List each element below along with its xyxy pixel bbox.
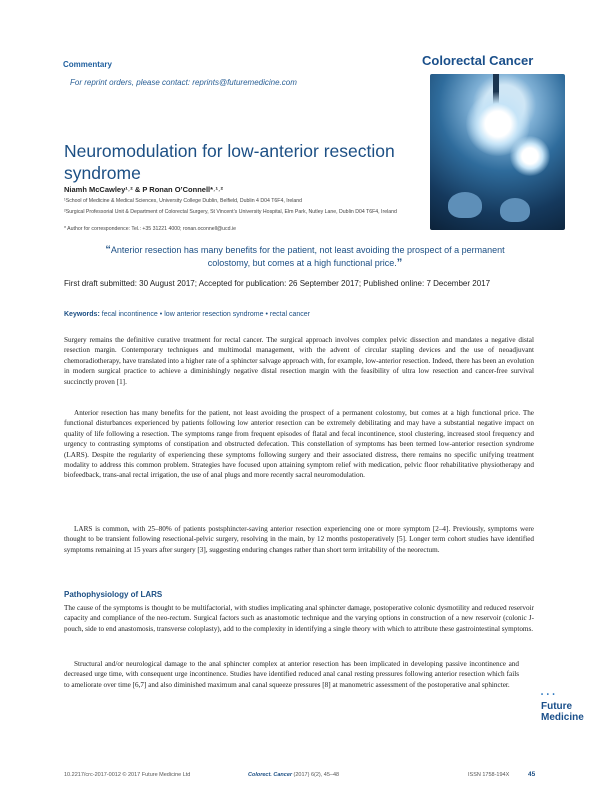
reprint-prefix: For reprint orders, please contact: [70, 78, 193, 87]
affiliation-1: ¹School of Medicine & Medical Sciences, University College Dublin, Belfield, Dublin 4 D04 T6F4, Ireland [64, 198, 303, 204]
keyword-link[interactable]: low anterior resection syndrome [164, 311, 264, 318]
open-quote-icon: “ [105, 244, 111, 256]
footer-doi: 10.2217/crc-2017-0012 © 2017 Future Medicine Ltd [64, 772, 191, 778]
author-list: Niamh McCawley¹˒² & P Ronan O’Connell*˒¹˒² [64, 185, 224, 194]
keywords-line [64, 311, 310, 318]
surgical-lamp [510, 136, 550, 176]
surgeon-cap [500, 198, 530, 222]
logo-line-1: Future [541, 701, 573, 712]
surgeon-cap [448, 192, 482, 218]
bullet-icon: • [265, 311, 268, 318]
pull-quote [90, 244, 520, 270]
close-quote-icon: ” [396, 257, 403, 269]
future-medicine-logo [541, 690, 584, 723]
page-number: 45 [528, 771, 536, 778]
bullet-icon: • [159, 311, 163, 318]
journal-name: Colorectal Cancer [422, 53, 534, 68]
section-heading: Pathophysiology of LARS [64, 590, 163, 599]
section-tag: Commentary [63, 60, 112, 69]
correspondence-note: * Author for correspondence: Tel.: +35 31221 4000; ronan.oconnell@ucd.ie [64, 226, 237, 232]
article-title: Neuromodulation for low-anterior resection syndrome [64, 141, 395, 183]
reprint-email-link[interactable]: reprints@futuremedicine.com [192, 78, 297, 87]
keyword-link[interactable]: fecal incontinence [101, 311, 158, 318]
body-paragraph: Surgery remains the definitive curative treatment for rectal cancer. The surgical approach involves complex pelvic dissection and mandates a negative distal resection margin. Contemporary techniques and multimodal management, with the advent of circular stapling devices and the use of neoadjuvant chemoradiotherapy, have translated into a higher rate of a sphincter salvage approach with, for example, low-anterior resection. Indeed, there has been an evolution in modern surgical practice to achieve a diminishingly negative distal resection margin with the feasibility of ultra low resection and cancer-free survival succinctly proven [1]. [64, 336, 534, 386]
body-paragraph: LARS is common, with 25–80% of patients postsphincter-saving anterior resection experiencing one or more symptom [2–4]. Previously, symptoms were thought to be transient following resectional-pelvic surgery, resolving in the main, by 12 months postoperatively [5]. Longer term cohort studies have identified symptoms remaining at 15 years after surgery [3], suggesting enduring changes rather than short term irritability of the neorectum. [64, 525, 534, 554]
body-paragraph: Structural and/or neurological damage to the anal sphincter complex at anterior resection has been implicated in developing passive incontinence and decreased urge time, with consequent urge incontinence. Studies have identified reduced anal canal resting pressures following anterior resection which fails to ameliorate over time [6,7] and also diminished maximum anal canal squeeze pressures [8] at manometric assessment of the postoperative anal sphincter. [64, 660, 519, 689]
footer-citation [248, 772, 339, 778]
publication-dates: First draft submitted: 30 August 2017; Accepted for publication: 26 September 2017; Published online: 7 December 2017 [64, 279, 491, 288]
footer-citation-rest: (2017) 6(2), 45–48 [292, 772, 340, 778]
keywords-label: Keywords: [64, 311, 100, 318]
footer-issn: ISSN 1758-194X [468, 772, 510, 778]
body-paragraph: The cause of the symptoms is thought to be multifactorial, with studies implicating anal sphincter damage, postoperative colonic dysmotility and reduced reservoir capacity and compliance of the neo-rectum. Surgical factors such as anastomotic technique and the varying options in construction of a new reservoir (colonic J-pouch, side to end anastomosis, transverse coloplasty), add to the complexity in identifying a single theory with which to attribute these gastrointestinal symptoms. [64, 604, 534, 633]
footer-journal: Colorect. Cancer [248, 772, 293, 778]
logo-dots-icon: • • • [541, 692, 556, 698]
pull-quote-text: Anterior resection has many benefits for the patient, not least avoiding the prospect of a permanent colostomy, but comes at a high functional price. [110, 245, 505, 268]
logo-line-2: Medicine [541, 712, 584, 723]
body-paragraph: Anterior resection has many benefits for the patient, not least avoiding the prospect of a permanent colostomy, but comes at a high functional price. The functional disturbances experienced by patients following low anterior resection can be extremely debilitating and may have a substantial negative impact on quality of life following a resection. The symptoms range from frequent episodes of flatal and fecal incontinence, stool clustering, increased stool frequency and urgency to contrasting symptoms of constipation and obstructed defecation. This constellation of symptoms has been termed low-anterior resection syndrome (LARS). Despite the regularity of experiencing these symptoms following surgery and their associated distress, there remains no specific unifying treatment modality to address this common problem. Strategies have focused upon attaining symptom relief with medication, pelvic floor rehabilitative physiotherapy and biofeedback, trans-anal rectal irrigation, the use of anal plugs and more recently sacral neuromodulation. [64, 409, 534, 480]
affiliation-2: ²Surgical Professorial Unit & Department of Colorectal Surgery, St Vincent’s University Hospital, Elm Park, Nutley Lane, Dublin D04 T6F4, Ireland [64, 209, 397, 215]
surgery-lamp-image [430, 74, 565, 230]
keyword-link[interactable]: rectal cancer [269, 311, 310, 318]
reprint-notice [70, 78, 297, 87]
